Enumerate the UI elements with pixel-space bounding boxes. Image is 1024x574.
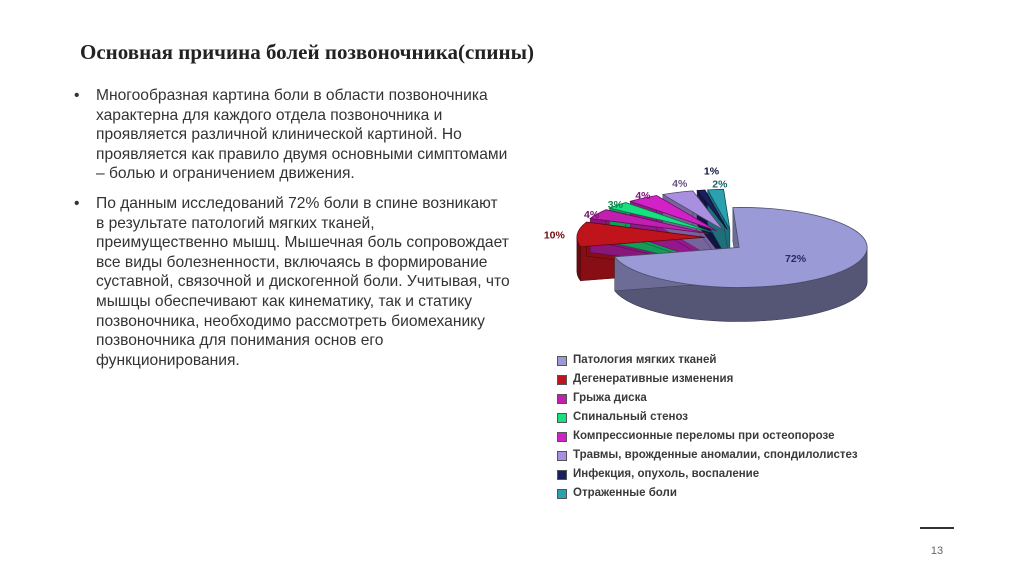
- footer-divider: [920, 527, 954, 529]
- legend-swatch: [557, 470, 567, 480]
- bullet-item: [70, 194, 510, 370]
- legend-swatch: [557, 451, 567, 461]
- legend-item: [557, 465, 858, 484]
- bullet-text: Многообразная картина боли в области позвоночника характерна для каждого отдела позвоночника и проявляется различной клинической картиной. Но проявляется как правило двумя основными симптомами – болью и ограничением движения.: [96, 87, 508, 183]
- legend-item: [557, 408, 858, 427]
- data-label: 3%: [607, 198, 623, 211]
- chart-legend: [557, 351, 858, 503]
- data-label: 1%: [703, 165, 720, 178]
- legend-label: Компрессионные переломы при остеопорозе: [573, 430, 835, 442]
- legend-item: [557, 389, 858, 408]
- legend-item: [557, 446, 858, 465]
- bullet-dot: •: [74, 87, 80, 104]
- legend-swatch: [557, 356, 567, 366]
- bullet-list: [70, 86, 510, 380]
- data-label: 72%: [785, 253, 807, 266]
- data-label: 4%: [672, 178, 688, 191]
- legend-label: Отраженные боли: [573, 487, 677, 499]
- legend-swatch: [557, 489, 567, 499]
- pie-chart: [515, 165, 955, 350]
- slide-title: Основная причина болей позвоночника(спины): [80, 40, 534, 64]
- legend-swatch: [557, 375, 567, 385]
- legend-swatch: [557, 413, 567, 423]
- bullet-dot: •: [74, 194, 80, 212]
- legend-label: Травмы, врожденные аномалии, спондилолистез: [573, 449, 858, 461]
- legend-label: Патология мягких тканей: [573, 354, 717, 366]
- legend-label: Грыжа диска: [573, 392, 647, 404]
- legend-item: [557, 427, 858, 446]
- legend-label: Спинальный стеноз: [573, 411, 689, 423]
- legend-swatch: [557, 394, 567, 404]
- page-number: 13: [930, 545, 944, 557]
- legend-label: Инфекция, опухоль, воспаление: [573, 468, 760, 480]
- legend-swatch: [557, 432, 567, 442]
- legend-item: [557, 351, 858, 370]
- data-label: 10%: [543, 229, 565, 242]
- data-label: 4%: [635, 189, 651, 202]
- data-label: 4%: [584, 208, 600, 221]
- bullet-item: [70, 86, 510, 184]
- legend-label: Дегенеративные изменения: [573, 373, 734, 385]
- data-label: 2%: [712, 178, 728, 191]
- legend-item: [557, 484, 858, 503]
- bullet-text: По данным исследований 72% боли в спине возникают в результате патологий мягких тканей, преимущественно мышц. Мышечная боль сопровождает все виды болезненности, включаясь в формирование суставной, связочной и дискогенной боли. Учитывая, что мышцы обеспечивают как кинематику, так и статику позвоночника, необходимо рассмотреть биомеханику позвоночника для понимания основ его функционирования.: [96, 194, 510, 369]
- legend-item: [557, 370, 858, 389]
